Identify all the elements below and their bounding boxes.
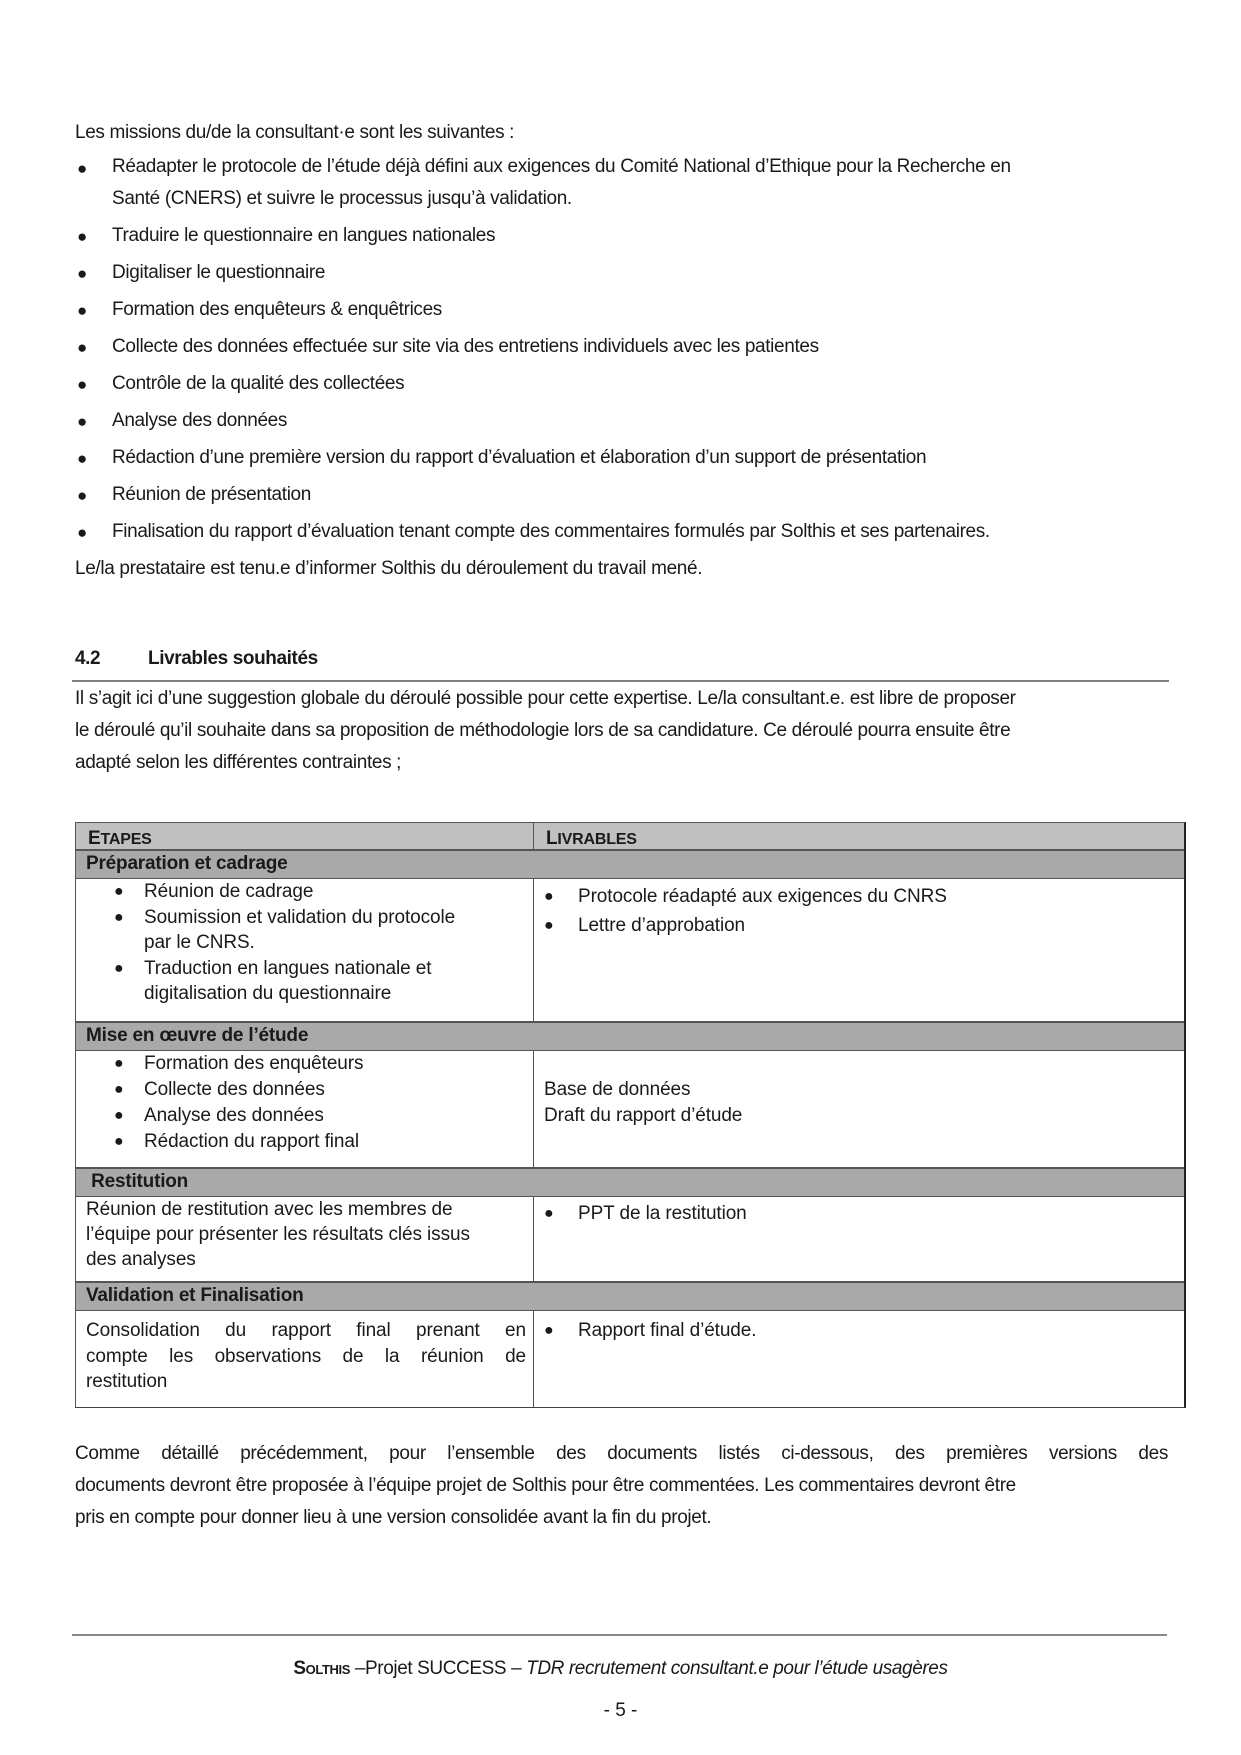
etape-item: Traduction en langues nationale et bbox=[144, 958, 432, 979]
bullet-icon: ● bbox=[77, 227, 88, 246]
bullet-icon: ● bbox=[77, 159, 88, 178]
etape-line: Réunion de restitution avec les membres de bbox=[86, 1199, 453, 1220]
etape-line: restitution bbox=[86, 1371, 168, 1392]
mission-item: Rédaction d’une première version du rapport d’évaluation et élaboration d’un support de présentation bbox=[112, 447, 927, 468]
mission-item: Contrôle de la qualité des collectées bbox=[112, 373, 405, 394]
phase-header-row bbox=[76, 1281, 1184, 1311]
bullet-icon: ● bbox=[544, 1322, 554, 1339]
bullet-icon: ● bbox=[544, 1205, 554, 1222]
etape-line: Consolidation du rapport final prenant en bbox=[86, 1320, 526, 1341]
bullet-icon: ● bbox=[114, 1081, 124, 1098]
header-etapes bbox=[76, 823, 534, 849]
header-livrables-initial: L bbox=[546, 828, 558, 849]
section-paragraph-line: Il s’agit ici d’une suggestion globale du déroulé possible pour cette expertise. Le/la consultant.e. est libre de proposer bbox=[75, 688, 1016, 709]
etapes-cell bbox=[76, 879, 534, 1021]
livrable-item: PPT de la restitution bbox=[578, 1203, 747, 1224]
closing-paragraph-line: pris en compte pour donner lieu à une version consolidée avant la fin du projet. bbox=[75, 1507, 712, 1528]
phase-title: Mise en œuvre de l’étude bbox=[86, 1025, 309, 1046]
etape-item: Analyse des données bbox=[144, 1105, 324, 1126]
missions-intro: Les missions du/de la consultant·e sont les suivantes : bbox=[75, 122, 515, 143]
header-livrables bbox=[534, 823, 1184, 849]
footer-doc-title: TDR recrutement consultant.e pour l’étude usagères bbox=[526, 1658, 948, 1679]
table-header-row bbox=[76, 823, 1184, 849]
phase-header-row bbox=[76, 849, 1184, 879]
mission-item: Finalisation du rapport d’évaluation tenant compte des commentaires formulés par Solthis et ses partenaires. bbox=[112, 521, 990, 542]
etape-item: Soumission et validation du protocole bbox=[144, 907, 456, 928]
livrables-cell bbox=[534, 1051, 1184, 1167]
livrables-cell bbox=[534, 879, 1184, 1021]
bullet-icon: ● bbox=[114, 960, 124, 977]
header-etapes-initial: E bbox=[88, 828, 101, 849]
etape-item-continuation: digitalisation du questionnaire bbox=[144, 983, 392, 1004]
phase-title: Validation et Finalisation bbox=[86, 1285, 304, 1306]
table-row bbox=[76, 1051, 1184, 1167]
bullet-icon: ● bbox=[77, 486, 88, 505]
bullet-icon: ● bbox=[77, 264, 88, 283]
mission-item: Digitaliser le questionnaire bbox=[112, 262, 326, 283]
phase-title: Préparation et cadrage bbox=[86, 853, 288, 874]
footer-brand: Solthis bbox=[293, 1658, 350, 1679]
header-livrables-rest: IVRABLES bbox=[557, 831, 637, 848]
table-row bbox=[76, 1197, 1184, 1281]
etapes-cell bbox=[76, 1051, 534, 1167]
livrable-item: Rapport final d’étude. bbox=[578, 1320, 757, 1341]
heading-divider bbox=[72, 680, 1169, 682]
prestataire-note: Le/la prestataire est tenu.e d’informer Solthis du déroulement du travail mené. bbox=[75, 558, 703, 579]
bullet-icon: ● bbox=[77, 412, 88, 431]
section-paragraph-line: le déroulé qu’il souhaite dans sa proposition de méthodologie lors de sa candidature. Ce déroulé pourra ensuite être bbox=[75, 720, 1011, 741]
footer-project: –Projet SUCCESS – bbox=[349, 1658, 527, 1679]
mission-item: Réadapter le protocole de l’étude déjà défini aux exigences du Comité National d’Ethique pour la Recherche en bbox=[112, 156, 1011, 177]
bullet-icon: ● bbox=[77, 523, 88, 542]
table-row bbox=[76, 879, 1184, 1021]
closing-paragraph-line: documents devront être proposée à l’équipe projet de Solthis pour être commentées. Les commentaires devront être bbox=[75, 1475, 1016, 1496]
etapes-cell bbox=[76, 1197, 534, 1281]
deliverables-table bbox=[75, 822, 1186, 1408]
mission-item: Analyse des données bbox=[112, 410, 288, 431]
etape-item: Réunion de cadrage bbox=[144, 881, 314, 902]
livrable-item: Draft du rapport d’étude bbox=[544, 1105, 743, 1126]
bullet-icon: ● bbox=[114, 1107, 124, 1124]
etape-item: Formation des enquêteurs bbox=[144, 1053, 364, 1074]
page-number: - 5 - bbox=[603, 1700, 638, 1721]
livrables-cell bbox=[534, 1311, 1184, 1407]
bullet-icon: ● bbox=[114, 1133, 124, 1150]
page-footer bbox=[0, 1658, 1241, 1680]
etape-item: Collecte des données bbox=[144, 1079, 325, 1100]
closing-paragraph-line: Comme détaillé précédemment, pour l’ensemble des documents listés ci-dessous, des premières versions des bbox=[75, 1443, 1168, 1464]
bullet-icon: ● bbox=[544, 888, 554, 905]
etape-line: des analyses bbox=[86, 1249, 196, 1270]
bullet-icon: ● bbox=[77, 375, 88, 394]
mission-item: Réunion de présentation bbox=[112, 484, 311, 505]
header-etapes-rest: TAPES bbox=[100, 831, 152, 848]
phase-title: Restitution bbox=[86, 1171, 189, 1192]
livrable-item: Base de données bbox=[544, 1079, 691, 1100]
livrables-cell bbox=[534, 1197, 1184, 1281]
livrable-item: Lettre d’approbation bbox=[578, 915, 746, 936]
bullet-icon: ● bbox=[544, 917, 554, 934]
mission-item: Formation des enquêteurs & enquêtrices bbox=[112, 299, 442, 320]
section-paragraph-line: adapté selon les différentes contraintes ; bbox=[75, 752, 402, 773]
etape-item-continuation: par le CNRS. bbox=[144, 932, 255, 953]
mission-item: Collecte des données effectuée sur site via des entretiens individuels avec les patientes bbox=[112, 336, 819, 357]
etape-line: compte les observations de la réunion de bbox=[86, 1346, 526, 1367]
table-row bbox=[76, 1311, 1184, 1407]
bullet-icon: ● bbox=[114, 883, 124, 900]
footer-divider bbox=[72, 1634, 1167, 1636]
etapes-cell bbox=[76, 1311, 534, 1407]
phase-header-row bbox=[76, 1167, 1184, 1197]
bullet-icon: ● bbox=[77, 449, 88, 468]
bullet-icon: ● bbox=[114, 1055, 124, 1072]
livrable-item: Protocole réadapté aux exigences du CNRS bbox=[578, 886, 947, 907]
etape-line: l’équipe pour présenter les résultats clés issus bbox=[86, 1224, 470, 1245]
section-number: 4.2 bbox=[75, 648, 101, 669]
bullet-icon: ● bbox=[114, 909, 124, 926]
etape-item: Rédaction du rapport final bbox=[144, 1131, 359, 1152]
phase-header-row bbox=[76, 1021, 1184, 1051]
section-title: Livrables souhaités bbox=[148, 648, 318, 669]
bullet-icon: ● bbox=[77, 338, 88, 357]
bullet-icon: ● bbox=[77, 301, 88, 320]
mission-item: Traduire le questionnaire en langues nationales bbox=[112, 225, 496, 246]
mission-item-continuation: Santé (CNERS) et suivre le processus jusqu’à validation. bbox=[112, 188, 572, 209]
